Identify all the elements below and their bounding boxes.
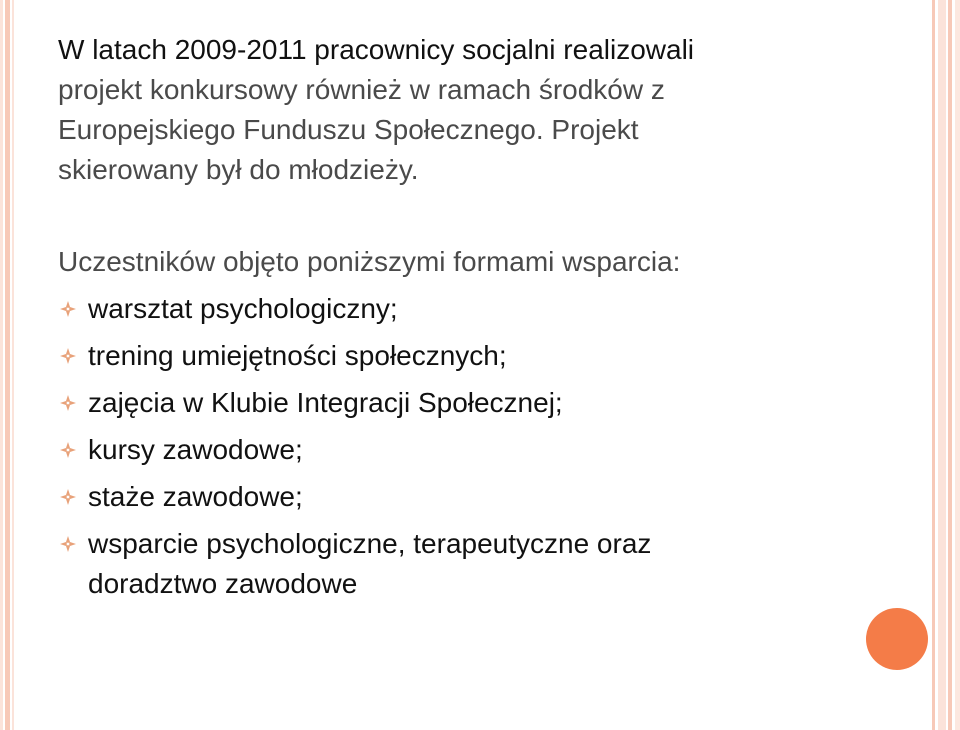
diamond-sparkle-icon <box>58 299 78 319</box>
intro-line: W latach 2009-2011 pracownicy socjalni realizowali <box>58 34 695 65</box>
list-item <box>58 477 898 517</box>
list-item <box>58 289 898 329</box>
intro-line: Europejskiego Funduszu Społecznego. Projekt <box>58 114 639 145</box>
slide-content <box>58 30 898 604</box>
intro-line: skierowany był do młodzieży. <box>58 154 419 185</box>
accent-circle <box>866 608 928 670</box>
list-item-label: zajęcia w Klubie Integracji Społecznej; <box>88 387 563 418</box>
list-item-label: wsparcie psychologiczne, terapeutyczne oraz doradztwo zawodowe <box>88 528 652 599</box>
intro-paragraph <box>58 30 898 190</box>
intro-line: projekt konkursowy również w ramach środków z <box>58 74 665 105</box>
list-item-label: warsztat psychologiczny; <box>88 293 398 324</box>
list-item <box>58 383 898 423</box>
list-item-label: kursy zawodowe; <box>88 434 303 465</box>
diamond-sparkle-icon <box>58 534 78 554</box>
right-border-stripes <box>932 0 960 730</box>
list-item <box>58 336 898 376</box>
diamond-sparkle-icon <box>58 393 78 413</box>
list-item <box>58 524 768 604</box>
diamond-sparkle-icon <box>58 440 78 460</box>
list-item <box>58 430 898 470</box>
diamond-sparkle-icon <box>58 487 78 507</box>
support-forms-lead: Uczestników objęto poniższymi formami wsparcia: <box>58 246 681 277</box>
diamond-sparkle-icon <box>58 346 78 366</box>
list-item-label: staże zawodowe; <box>88 481 303 512</box>
support-forms-list <box>58 289 898 604</box>
list-item-label: trening umiejętności społecznych; <box>88 340 507 371</box>
left-border-stripes <box>0 0 16 730</box>
